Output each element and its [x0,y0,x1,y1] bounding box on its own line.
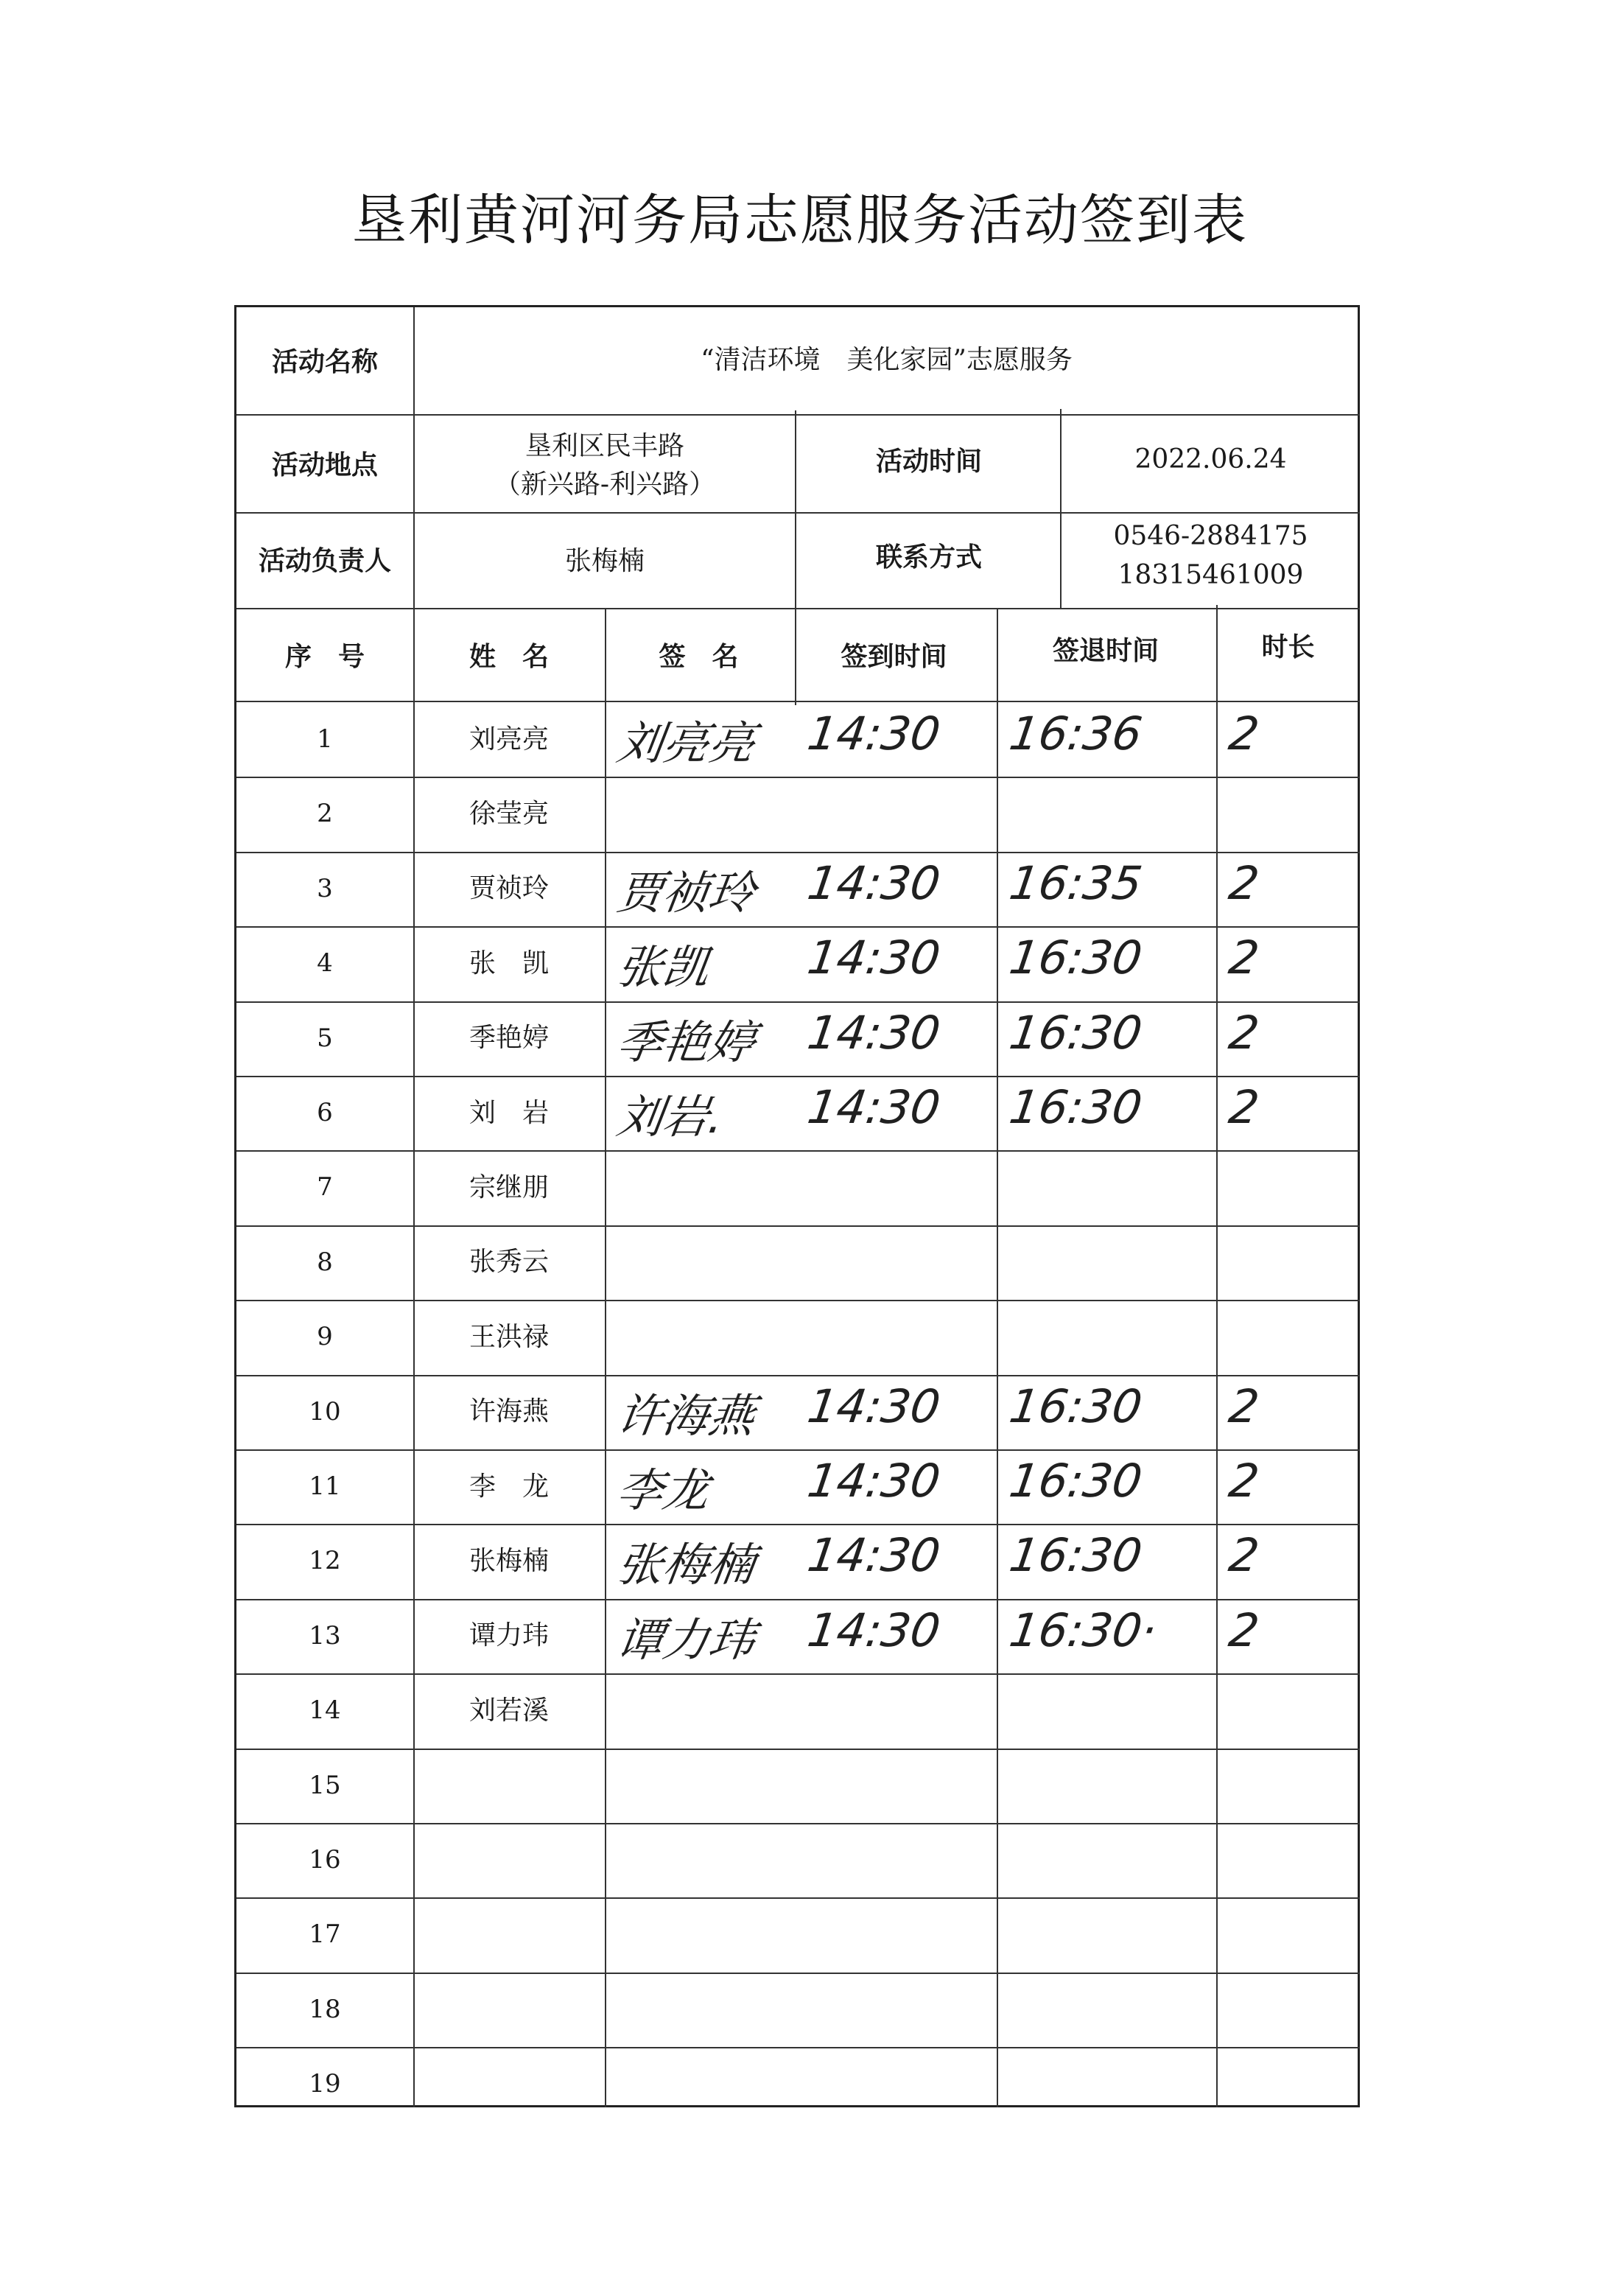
duration-value: 2 [1225,1379,1263,1433]
activity-time-value: 2022.06.24 [1134,444,1287,475]
handwritten-signature: 贾祯玲 [614,865,759,920]
duration-value: 2 [1225,1080,1263,1134]
participant-name: 刘亮亮 [469,724,549,755]
handwritten-signature: 刘岩. [614,1090,728,1144]
handwritten-signature: 许海燕 [614,1388,759,1443]
checkout-time: 16:30 [1006,1005,1145,1060]
row-number: 8 [317,1247,333,1277]
activity-name-value: “清洁环境 美化家园”志愿服务 [701,345,1073,376]
contact-label: 联系方式 [875,542,982,573]
col-header-checkin: 签到时间 [841,641,947,672]
contact-phone: 0546-2884175 [1113,521,1308,552]
participant-name: 张秀云 [469,1247,549,1278]
checkin-time: 14:30 [804,1454,944,1508]
row-number: 10 [309,1396,341,1427]
checkin-time: 14:30 [804,1379,944,1433]
duration-value: 2 [1225,1603,1263,1657]
checkout-time: 16:30 [1006,1080,1145,1134]
activity-leader-label: 活动负责人 [258,545,391,576]
checkout-time: 16:30 [1006,1528,1145,1583]
duration-value: 2 [1225,1528,1263,1583]
row-number: 17 [309,1919,341,1950]
place-line-1: 垦利区民丰路 [524,430,684,461]
activity-place-value [413,418,796,514]
place-line-2: （新兴路-利兴路） [494,469,716,500]
participant-name: 王洪禄 [469,1321,549,1352]
participant-name [413,1749,605,1823]
row-number: 13 [309,1620,341,1651]
checkout-time: 16:30 [1006,1454,1145,1508]
participant-name [413,1897,605,1972]
col-header-no: 序 号 [284,641,365,672]
handwritten-signature: 张梅楠 [614,1538,759,1592]
activity-name-label: 活动名称 [271,346,378,377]
participant-name: 张 凯 [469,948,549,979]
contact-value [1062,506,1360,606]
checkin-time: 14:30 [804,1528,944,1583]
contact-mobile: 18315461009 [1117,559,1304,590]
checkin-time: 14:30 [804,1603,944,1657]
activity-leader-value: 张梅楠 [564,545,645,576]
participant-name: 徐莹亮 [469,798,549,829]
row-number: 6 [317,1098,333,1128]
row-number: 4 [317,948,333,979]
checkin-time: 14:30 [804,707,944,760]
checkout-time: 16:30 [1006,931,1145,985]
checkin-time: 14:30 [804,1080,944,1134]
row-number: 3 [317,873,333,903]
participant-name: 刘 岩 [469,1097,549,1128]
row-number: 2 [317,799,333,829]
participant-name: 季艳婷 [469,1023,549,1054]
duration-value: 2 [1225,855,1263,910]
row-number: 1 [317,724,333,755]
sign-in-table [234,305,1360,2107]
participant-name: 刘若溪 [469,1695,549,1726]
col-header-checkout: 签退时间 [1052,636,1159,667]
handwritten-signature: 张凯 [614,940,713,995]
handwritten-signature: 李龙 [614,1463,713,1517]
row-number: 5 [317,1023,333,1053]
participant-name: 贾祯玲 [469,873,549,904]
participant-name: 宗继朋 [469,1172,549,1203]
checkin-time: 14:30 [804,855,944,910]
participant-name [413,2047,605,2121]
handwritten-signature: 谭力玮 [614,1612,759,1667]
participant-name: 李 龙 [469,1471,549,1502]
row-number: 16 [309,1845,341,1875]
row-number: 7 [317,1172,333,1203]
duration-value: 2 [1225,1454,1263,1508]
checkout-time: 16:30· [1006,1603,1160,1657]
row-number: 19 [309,2069,341,2099]
activity-time-label: 活动时间 [875,446,982,477]
page-title: 垦利黄河河务局志愿服务活动签到表 [352,189,1248,252]
duration-value: 2 [1225,707,1263,760]
row-number: 15 [309,1770,341,1800]
handwritten-signature: 季艳婷 [614,1015,759,1069]
checkout-time: 16:35 [1006,855,1145,910]
row-number: 14 [309,1695,341,1726]
row-number: 12 [309,1546,341,1576]
duration-value: 2 [1225,931,1263,985]
row-number: 18 [309,1994,341,2024]
row-number: 11 [309,1471,341,1502]
participant-name [413,1973,605,2047]
participant-name: 许海燕 [469,1396,549,1427]
activity-place-label: 活动地点 [271,449,378,480]
participant-name: 张梅楠 [469,1545,549,1576]
col-header-name: 姓 名 [469,641,549,672]
checkout-time: 16:36 [1006,707,1145,760]
checkin-time: 14:30 [804,931,944,985]
participant-name [413,1823,605,1897]
row-number: 9 [317,1322,333,1352]
col-header-sign: 签 名 [659,641,739,672]
checkout-time: 16:30 [1006,1379,1145,1433]
duration-value: 2 [1225,1005,1263,1060]
participant-name: 谭力玮 [469,1620,549,1651]
col-header-duration: 时长 [1261,632,1315,663]
checkin-time: 14:30 [804,1005,944,1060]
handwritten-signature: 刘亮亮 [614,716,759,770]
